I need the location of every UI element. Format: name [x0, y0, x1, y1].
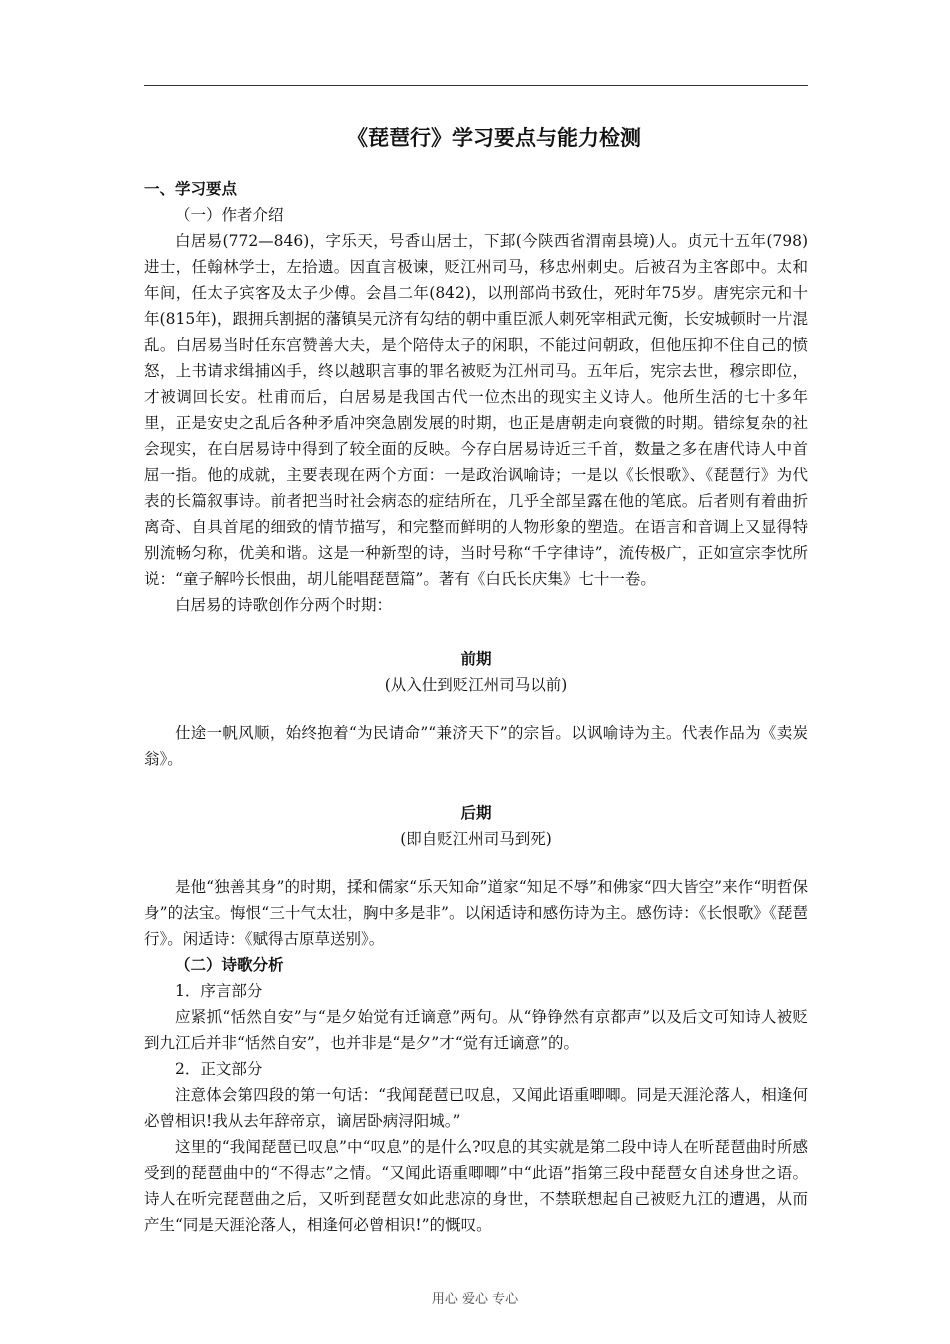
part2-heading: 2．正文部分	[175, 1060, 263, 1078]
section-heading-study-points: 一、学习要点	[144, 179, 238, 198]
subheading-author-intro: （一）作者介绍	[175, 206, 284, 224]
author-bio-paragraph: 白居易(772—846)，字乐天，号香山居士，下邽(今陕西省渭南县境)人。贞元十五年(798)进士，任翰林学士，左拾遗。因直言极谏，贬江州司马，移忠州刺史。后被召为主客郎中。太和年间，任太子宾客及太子少傅。会昌二年(842)，以刑部尚书致仕，死时年75岁。唐宪宗元和十年(815年)，跟拥兵割据的藩镇吴元济有勾结的朝中重臣派人刺死宰相武元衡，长安城顿时一片混乱。白居易当时任东宫赞善大夫，是个陪侍太子的闲职，不能过问朝政，但他压抑不住自己的愤怒，上书请求缉捕凶手，终以越职言事的罪名被贬为江州司马。五年后，宪宗去世，穆宗即位，才被调回长安。杜甫而后，白居易是我国古代一位杰出的现实主义诗人。他所生活的七十多年里，正是安史之乱后各种矛盾冲突急剧发展的时期，也正是唐朝走向衰微的时期。错综复杂的社会现实，在白居易诗中得到了较全面的反映。今存白居易诗近三千首，数量之多在唐代诗人中首屈一指。他的成就，主要表现在两个方面：一是政治讽喻诗；一是以《长恨歌》、《琵琶行》为代表的长篇叙事诗。前者把当时社会病态的症结所在，几乎全部呈露在他的笔底。后者则有着曲折离奇、自具首尾的细致的情节描写，和完整而鲜明的人物形象的塑造。在语言和音调上又显得特别流畅匀称，优美和谐。这是一种新型的诗，当时号称“千字律诗”，流传极广，正如宣宗李忱所说：“童子解吟长恨曲，胡儿能唱琵琶篇”。著有《白氏长庆集》七十一卷。	[144, 232, 808, 588]
early-period-text: 仕途一帆风顺，始终抱着“为民请命”“兼济天下”的宗旨。以讽喻诗为主。代表作品为《卖炭翁》。	[144, 724, 808, 768]
early-period-heading: 前期	[460, 649, 492, 668]
part1-heading: 1．序言部分	[175, 982, 263, 1000]
part2-text-2: 这里的“我闻琵琶已叹息”中“叹息”的是什么?叹息的其实就是第二段中诗人在听琵琶曲时所感受到的琵琶曲中的“不得志”之情。“又闻此语重唧唧”中“此语”指第三段中琵琶女自述身世之语。诗人在听完琵琶曲之后，又听到琵琶女如此悲凉的身世，不禁联想起自己被贬九江的遭遇，从而产生“同是天涯沦落人，相逢何必曾相识!”的慨叹。	[144, 1138, 808, 1234]
document-title: 《琵琶行》学习要点与能力检测	[347, 125, 641, 150]
page-footer: 用心 爱心 专心	[431, 1292, 519, 1307]
subheading-poem-analysis: （二）诗歌分析	[175, 955, 284, 974]
late-period-heading: 后期	[460, 803, 492, 822]
periods-intro: 白居易的诗歌创作分两个时期：	[175, 596, 393, 614]
late-period-subtitle: (即自贬江州司马到死)	[400, 830, 552, 848]
document-body	[144, 118, 808, 1238]
early-period-subtitle: (从入仕到贬江州司马以前)	[384, 676, 568, 694]
part1-text: 应紧抓“恬然自安”与“是夕始觉有迁谪意”两句。从“铮铮然有京都声”以及后文可知诗人被贬到九江后并非“恬然自安”，也并非是“是夕”才“觉有迁谪意”的。	[144, 1008, 808, 1052]
late-period-text: 是他“独善其身”的时期，揉和儒家“乐天知命”道家“知足不辱”和佛家“四大皆空”来作“明哲保身”的法宝。悔恨“三十气太壮，胸中多是非”。以闲适诗和感伤诗为主。感伤诗：《长恨歌》《琵琶行》。闲适诗：《赋得古原草送别》。	[144, 878, 808, 948]
header-rule	[144, 85, 808, 86]
part2-text-1: 注意体会第四段的第一句话：“我闻琵琶已叹息，又闻此语重唧唧。同是天涯沦落人，相逢何必曾相识!我从去年辞帝京，谪居卧病浔阳城。”	[144, 1086, 808, 1130]
